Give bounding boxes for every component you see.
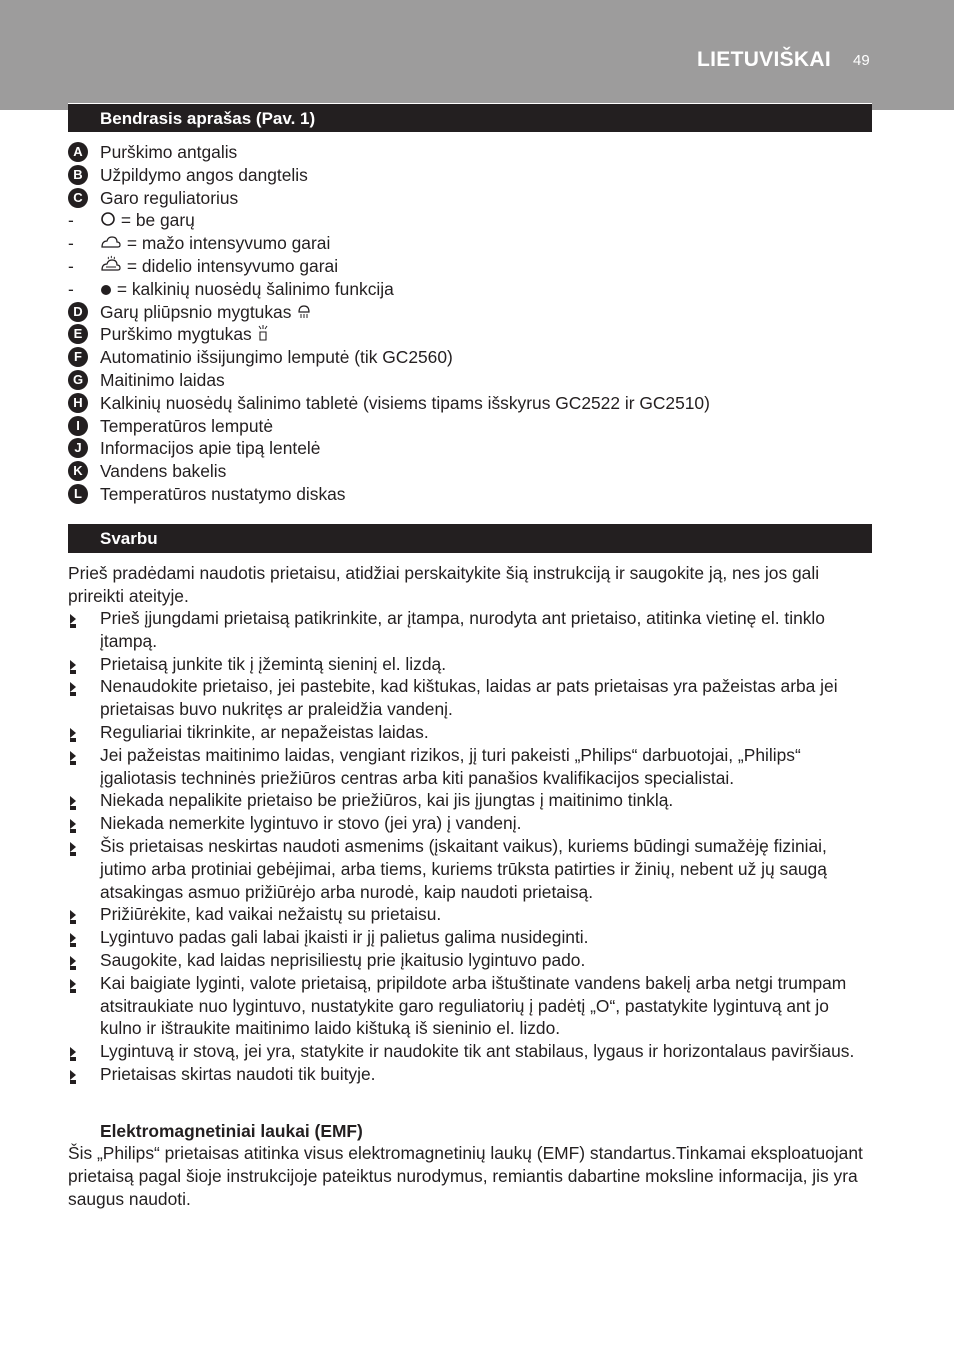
part-label: Užpildymo angos dangtelis: [100, 164, 308, 185]
part-item: [68, 141, 888, 164]
part-label: = kalkinių nuosėdų šalinimo funkcija: [112, 278, 394, 299]
section-header-important: Svarbu: [68, 524, 872, 553]
part-label: Purškimo mygtukas: [100, 324, 257, 345]
part-item: [68, 255, 888, 278]
part-label: Automatinio išsijungimo lemputė (tik GC2560): [100, 347, 453, 368]
part-marker-badge: B: [68, 165, 88, 185]
safety-bullet: [68, 1040, 868, 1063]
filled-dot-icon: [100, 279, 112, 302]
bullet-arrow-icon: [70, 956, 76, 966]
low-steam-icon: [100, 233, 122, 256]
list-dash: -: [68, 255, 74, 276]
part-label-wrap: [100, 301, 312, 325]
part-label-wrap: [100, 209, 195, 233]
part-label: = be garų: [116, 210, 195, 231]
part-item: [68, 232, 888, 255]
list-dash: -: [68, 210, 74, 231]
high-steam-icon: [100, 255, 122, 279]
bullet-text: Kai baigiate lyginti, valote prietaisą, pripildote arba ištuštinate vandens bakelį arba netgi trumpam atsitraukiate nuo lygintuvo, nustatykite garo reguliatorių į padėtį „O“, pastatykite lygintuvą ant jo kulno ir ištraukite maitinimo laido kištuką iš sieninio el. lizdo.: [100, 972, 847, 1039]
bullet-arrow-icon: [70, 682, 76, 692]
bullet-text: Prieš įjungdami prietaisą patikrinkite, ar įtampa, nurodyta ant prietaiso, atitinka vietinę el. tinklo įtampą.: [100, 608, 825, 651]
part-marker-badge: C: [68, 188, 88, 208]
part-label-wrap: [100, 460, 226, 483]
part-label: Garo reguliatorius: [100, 187, 239, 208]
safety-bullet: [68, 1063, 868, 1086]
safety-bullet: [68, 903, 868, 926]
list-dash: -: [68, 233, 74, 254]
part-label: = didelio intensyvumo garai: [122, 255, 339, 276]
part-marker-badge: H: [68, 393, 88, 413]
part-marker-badge: I: [68, 416, 88, 436]
part-item: [68, 301, 888, 324]
part-item: [68, 369, 888, 392]
part-item: [68, 415, 888, 438]
part-label: Temperatūros nustatymo diskas: [100, 483, 346, 504]
emf-paragraph: Šis „Philips“ prietaisas atitinka visus elektromagnetinių laukų (EMF) standartus.Tinkamai eksploatuojant prietaisą pagal šioje instrukcijoje pateiktus nurodymus, remiantis dabartine moksline informacija, jis yra saugus naudoti.: [68, 1143, 863, 1209]
emf-heading: Elektromagnetiniai laukai (EMF): [100, 1121, 363, 1141]
bullet-arrow-icon: [70, 796, 76, 806]
part-item: [68, 460, 888, 483]
part-item: [68, 392, 888, 415]
safety-bullet: [68, 607, 868, 653]
bullet-arrow-icon: [70, 660, 76, 670]
circle-outline-icon: [100, 210, 116, 233]
parts-list: [68, 141, 888, 506]
steam-shot-icon: [296, 302, 312, 325]
bullet-text: Reguliariai tikrinkite, ar nepažeistas laidas.: [100, 721, 429, 742]
spray-icon: [257, 324, 269, 348]
part-label-wrap: [100, 346, 453, 369]
part-label: Vandens bakelis: [100, 461, 227, 482]
bullet-text: Lygintuvą ir stovą, jei yra, statykite ir naudokite tik ant stabilaus, lygaus ir horizontalaus paviršiaus.: [100, 1041, 855, 1062]
safety-bullet-list: [68, 607, 868, 1086]
safety-bullet: [68, 675, 868, 721]
safety-bullet: [68, 744, 868, 790]
header-bar: [0, 0, 954, 110]
language-title: LIETUVIŠKAI: [697, 48, 831, 71]
part-item: [68, 483, 888, 506]
part-marker-badge: L: [68, 484, 88, 504]
bullet-text: Niekada nemerkite lygintuvo ir stovo (jei yra) į vandenį.: [100, 813, 522, 834]
part-marker-badge: G: [68, 370, 88, 390]
part-label-wrap: [100, 483, 346, 506]
list-dash: -: [68, 278, 74, 299]
part-label: Purškimo antgalis: [100, 142, 238, 162]
part-label-wrap: [100, 187, 238, 210]
part-label-wrap: [100, 392, 710, 415]
part-item: [68, 278, 888, 301]
part-label: Informacijos apie tipą lentelė: [100, 438, 321, 459]
part-label: Temperatūros lemputė: [100, 415, 274, 436]
part-label-wrap: [100, 141, 237, 164]
part-item: [68, 437, 888, 460]
bullet-text: Prietaisas skirtas naudoti tik buityje.: [100, 1063, 376, 1084]
bullet-text: Šis prietaisas neskirtas naudoti asmenims (įskaitant vaikus), kuriems būdingi sumažėję fiziniai, jutimo arba protiniai gebėjimai, arba tiems, kuriems trūksta patirties ir žinių, nebent už jų saugą atsakingas asmuo prižiūrėjo arba nurodė, kaip naudoti prietaisą.: [100, 835, 827, 902]
important-intro: Prieš pradėdami naudotis prietaisu, atidžiai perskaitykite šią instrukciją ir saugokite ją, nes jos gali prireikti ateityje.: [68, 563, 820, 606]
page-number: 49: [853, 52, 870, 69]
part-label-wrap: [100, 437, 320, 460]
bullet-arrow-icon: [70, 751, 76, 761]
part-marker-badge: D: [68, 302, 88, 322]
part-label-wrap: [100, 278, 394, 302]
part-label-wrap: [100, 323, 269, 347]
part-item: [68, 187, 888, 210]
bullet-text: Jei pažeistas maitinimo laidas, vengiant rizikos, jį turi pakeisti „Philips“ darbuotojai, „Philips“ įgaliotasis techninės priežiūros centras arba kiti panašios kvalifikacijos specialistai.: [100, 744, 801, 788]
bullet-arrow-icon: [70, 614, 76, 624]
bullet-arrow-icon: [70, 728, 76, 738]
safety-bullet: [68, 972, 868, 1040]
part-label-wrap: [100, 232, 330, 256]
bullet-arrow-icon: [70, 819, 76, 829]
safety-bullet: [68, 926, 868, 949]
part-label-wrap: [100, 369, 225, 392]
bullet-arrow-icon: [70, 1070, 76, 1080]
bullet-text: Niekada nepalikite prietaiso be priežiūros, kai jis įjungtas į maitinimo tinklą.: [100, 790, 674, 811]
bullet-text: Saugokite, kad laidas neprisiliestų prie įkaitusio lygintuvo pado.: [100, 949, 586, 970]
part-label-wrap: [100, 415, 273, 438]
part-marker-badge: J: [68, 438, 88, 458]
part-marker-badge: E: [68, 324, 88, 344]
part-label: Kalkinių nuosėdų šalinimo tabletė (visiems tipams išskyrus GC2522 ir GC2510): [100, 392, 710, 413]
bullet-arrow-icon: [70, 910, 76, 920]
safety-bullet: [68, 835, 868, 903]
safety-bullet: [68, 789, 868, 812]
safety-bullet: [68, 949, 868, 972]
part-marker-badge: K: [68, 461, 88, 481]
safety-bullet: [68, 653, 868, 676]
part-item: [68, 164, 888, 187]
bullet-arrow-icon: [70, 933, 76, 943]
safety-bullet: [68, 721, 868, 744]
bullet-text: Prižiūrėkite, kad vaikai nežaistų su prietaisu.: [100, 904, 442, 925]
bullet-text: Nenaudokite prietaiso, jei pastebite, kad kištukas, laidas ar pats prietaisas yra pažeistas arba jei prietaisas buvo nukritęs ar praleidžia vandenį.: [100, 676, 838, 720]
part-label: Garų pliūpsnio mygtukas: [100, 301, 297, 322]
part-marker-badge: F: [68, 347, 88, 367]
safety-bullet: [68, 812, 868, 835]
part-label: Maitinimo laidas: [100, 369, 225, 390]
part-item: [68, 346, 888, 369]
part-marker-badge: A: [68, 142, 88, 162]
part-label: = mažo intensyvumo garai: [122, 233, 331, 254]
part-item: [68, 323, 888, 346]
bullet-text: Prietaisą junkite tik į įžemintą sieninį el. lizdą.: [100, 653, 447, 674]
bullet-arrow-icon: [70, 842, 76, 852]
bullet-arrow-icon: [70, 1047, 76, 1057]
part-label-wrap: [100, 255, 338, 279]
part-item: [68, 209, 888, 232]
section-header-general: Bendrasis aprašas (Pav. 1): [68, 103, 872, 132]
bullet-text: Lygintuvo padas gali labai įkaisti ir jį palietus galima nusideginti.: [100, 927, 589, 948]
bullet-arrow-icon: [70, 979, 76, 989]
part-label-wrap: [100, 164, 308, 187]
